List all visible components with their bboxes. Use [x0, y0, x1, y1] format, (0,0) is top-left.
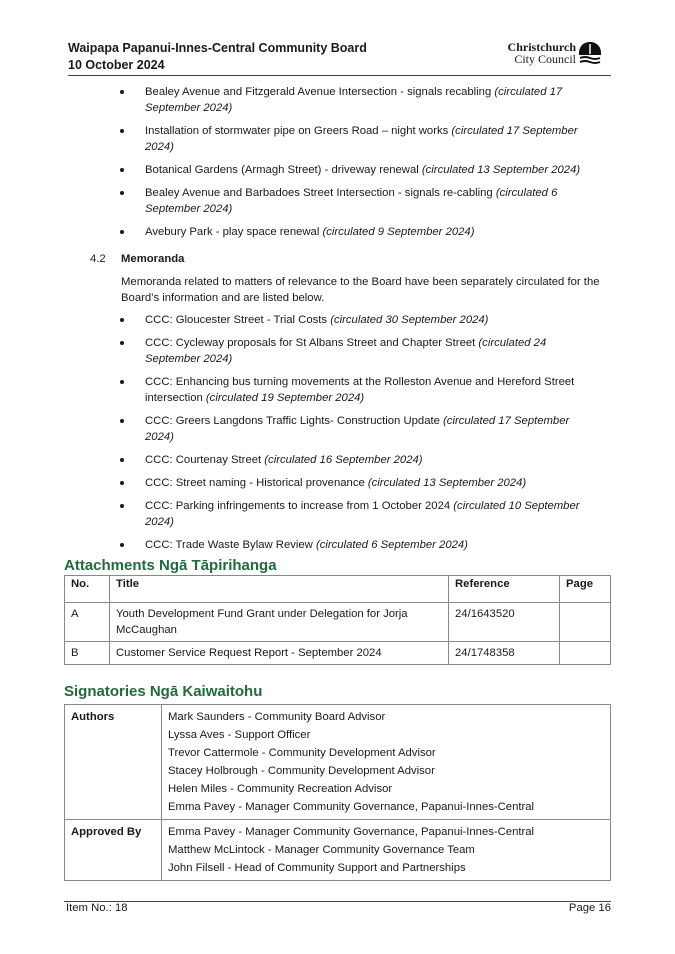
- signatory-name: Stacey Holbrough - Community Development Advisor: [168, 765, 435, 777]
- table-row: [65, 603, 611, 642]
- list-item: [120, 537, 600, 553]
- cell-no: A: [65, 603, 110, 642]
- signatory-name: Mark Saunders - Community Board Advisor: [168, 711, 386, 723]
- authors-label: Authors: [65, 705, 162, 820]
- item-text: Bealey Avenue and Barbadoes Street Intersection - signals re-cabling: [145, 187, 496, 199]
- memoranda-list: [120, 312, 600, 560]
- circulated-note: (circulated 17 September 2024): [145, 415, 570, 443]
- item-text: CCC: Street naming - Historical provenance: [145, 477, 368, 489]
- list-item: [120, 335, 600, 367]
- section-number: 4.2: [90, 253, 106, 265]
- cell-page: [560, 642, 611, 665]
- list-item: [120, 185, 600, 217]
- authors-list: [162, 705, 611, 820]
- item-text: CCC: Trade Waste Bylaw Review: [145, 539, 316, 551]
- meeting-date: 10 October 2024: [68, 58, 165, 72]
- signatory-name: John Filsell - Head of Community Support and Partnerships: [168, 862, 466, 874]
- table-header-row: [65, 576, 611, 603]
- circulated-note: (circulated 30 September 2024): [330, 314, 489, 326]
- list-item: [120, 498, 600, 530]
- page-number: Page 16: [568, 902, 611, 914]
- memoranda-intro: Memoranda related to matters of relevance to the Board have been separately circulated for the Board’s information and are listed below.: [121, 276, 600, 304]
- circulated-note: (circulated 10 September 2024): [145, 500, 580, 528]
- list-item: [120, 452, 600, 468]
- circulated-note: (circulated 9 September 2024): [322, 226, 475, 238]
- approved-by-label: Approved By: [65, 820, 162, 881]
- signatory-name: Emma Pavey - Manager Community Governance, Papanui-Innes-Central: [168, 801, 535, 813]
- circulated-note: (circulated 16 September 2024): [264, 454, 423, 466]
- list-item: [120, 162, 600, 178]
- signatory-name: Matthew McLintock - Manager Community Governance Team: [168, 844, 475, 856]
- notices-list: [120, 84, 600, 247]
- signatories-table: [64, 704, 611, 881]
- signatory-name: Lyssa Aves - Support Officer: [168, 729, 311, 741]
- item-text: CCC: Cycleway proposals for St Albans Street and Chapter Street: [145, 337, 479, 349]
- logo-line1: Christchurch: [507, 40, 576, 54]
- cell-reference: 24/1748358: [449, 642, 560, 665]
- item-text: CCC: Parking infringements to increase from 1 October 2024: [145, 500, 454, 512]
- council-logo: [492, 40, 602, 70]
- signatory-name: Trevor Cattermole - Community Development Advisor: [168, 747, 436, 759]
- cell-title: Youth Development Fund Grant under Delegation for Jorja McCaughan: [110, 603, 449, 642]
- circulated-note: (circulated 6 September 2024): [145, 187, 558, 215]
- signatory-name: Emma Pavey - Manager Community Governance, Papanui-Innes-Central: [168, 826, 535, 838]
- header-divider: [68, 75, 611, 76]
- approvers-list: [162, 820, 611, 881]
- section-title: Memoranda: [121, 253, 185, 265]
- cell-no: B: [65, 642, 110, 665]
- item-text: Bealey Avenue and Fitzgerald Avenue Intersection - signals recabling: [145, 86, 495, 98]
- table-row: [65, 642, 611, 665]
- meeting-title: Waipapa Papanui-Innes-Central Community Board: [68, 41, 367, 55]
- council-emblem-icon: [578, 41, 602, 67]
- item-text: CCC: Greers Langdons Traffic Lights- Construction Update: [145, 415, 444, 427]
- logo-line2: City Council: [514, 52, 576, 66]
- list-item: [120, 224, 600, 240]
- list-item: [120, 413, 600, 445]
- table-row: [65, 820, 611, 881]
- column-header: Page: [560, 576, 611, 603]
- item-text: Botanical Gardens (Armagh Street) - driveway renewal: [145, 164, 422, 176]
- circulated-note: (circulated 24 September 2024): [145, 337, 547, 365]
- circulated-note: (circulated 17 September 2024): [145, 86, 563, 114]
- cell-page: [560, 603, 611, 642]
- item-text: Avebury Park - play space renewal: [145, 226, 323, 238]
- circulated-note: (circulated 19 September 2024): [205, 392, 365, 404]
- item-text: CCC: Enhancing bus turning movements at the Rolleston Avenue and Hereford Street intersection: [145, 376, 575, 404]
- list-item: [120, 312, 600, 328]
- footer-divider: [64, 901, 611, 902]
- item-text: CCC: Courtenay Street: [145, 454, 265, 466]
- attachments-heading: Attachments Ngā Tāpirihanga: [64, 557, 277, 574]
- circulated-note: (circulated 6 September 2024): [315, 539, 468, 551]
- cell-reference: 24/1643520: [449, 603, 560, 642]
- table-row: [65, 705, 611, 820]
- item-text: Installation of stormwater pipe on Greers Road – night works: [145, 125, 452, 137]
- column-header: Title: [110, 576, 449, 603]
- list-item: [120, 475, 600, 491]
- list-item: [120, 84, 600, 116]
- list-item: [120, 123, 600, 155]
- cell-title: Customer Service Request Report - September 2024: [110, 642, 449, 665]
- attachments-table: [64, 575, 611, 665]
- column-header: No.: [65, 576, 110, 603]
- list-item: [120, 374, 600, 406]
- circulated-note: (circulated 13 September 2024): [367, 477, 527, 489]
- circulated-note: (circulated 17 September 2024): [145, 125, 578, 153]
- section-4-2-heading: [90, 251, 184, 267]
- item-number: Item No.: 18: [66, 902, 128, 914]
- page-header: [68, 40, 600, 74]
- signatory-name: Helen Miles - Community Recreation Advisor: [168, 783, 393, 795]
- circulated-note: (circulated 13 September 2024): [421, 164, 581, 176]
- item-text: CCC: Gloucester Street - Trial Costs: [145, 314, 331, 326]
- column-header: Reference: [449, 576, 560, 603]
- signatories-heading: Signatories Ngā Kaiwaitohu: [64, 683, 263, 700]
